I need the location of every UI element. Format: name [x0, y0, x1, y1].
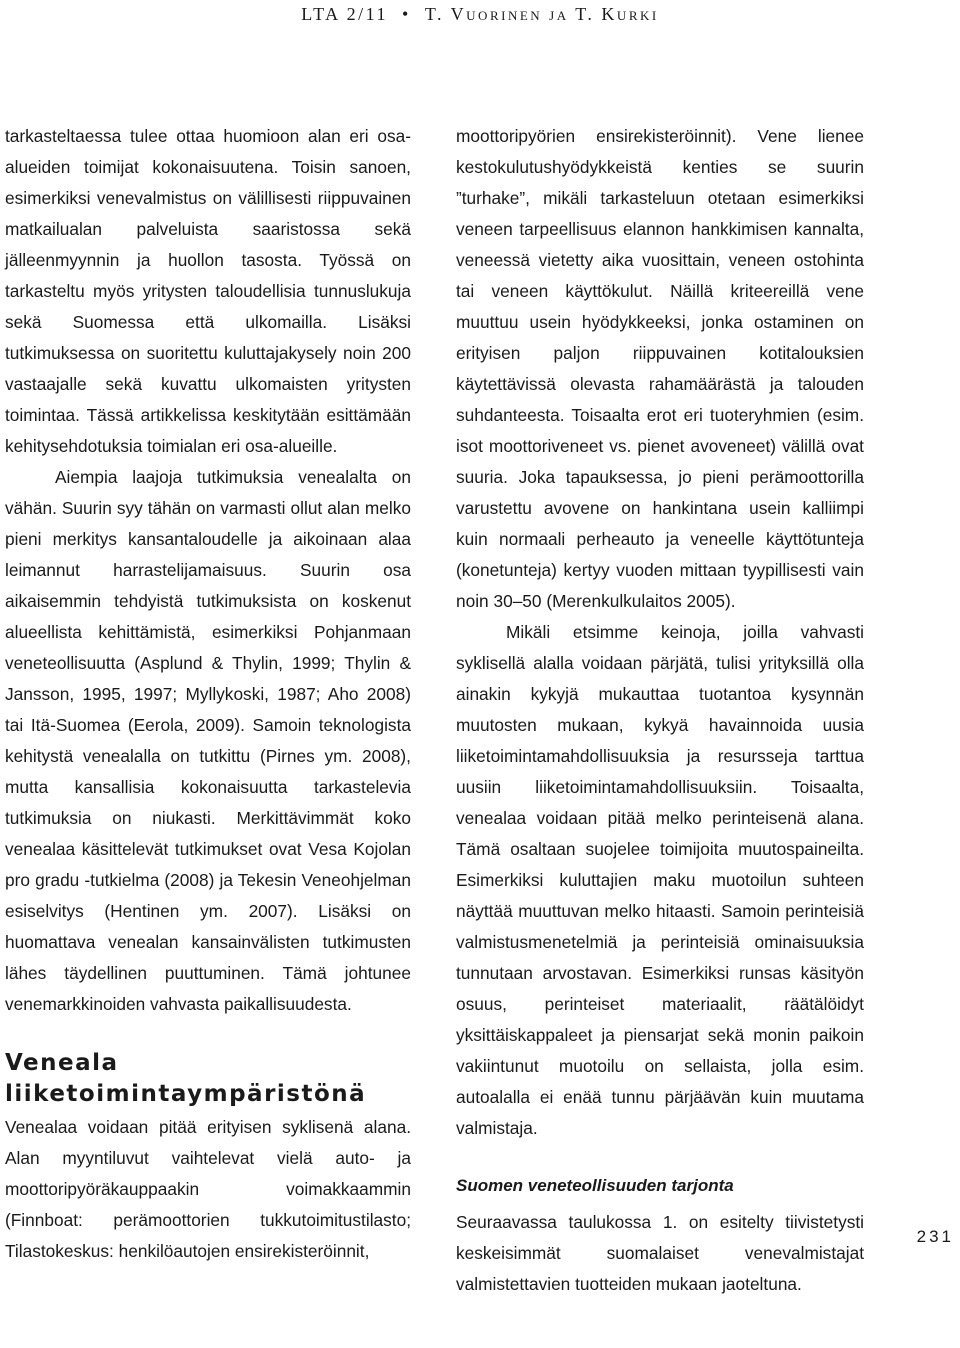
- body-paragraph: Aiempia laajoja tutkimuksia venealalta on vähän. Suurin syy tähän on varmasti ollut alan melko pieni merkitys kansantaloudelle ja aikoinaan alaa leimannut harrastelijamaisuus. Suurin osa aikaisemmin tehdyistä tutkimuksista on koskenut alueellista kehittämistä, esimerkiksi Pohjanmaan veneteollisuutta (Asplund & Thylin, 1999; Thylin & Jansson, 1995, 1997; Myllykoski, 1987; Aho 2008) tai Itä-Suomea (Eerola, 2009). Samoin teknologista kehitystä venealalla on tutkittu (Pirnes ym. 2008), mutta kansallisia kokonaisuutta tarkastelevia tutkimuksia on niukasti. Merkittävimmät koko venealaa käsittelevät tutkimukset ovat Vesa Kojolan pro gradu -tutkielma (2008) ja Tekesin Veneohjelman esiselvitys (Hentinen ym. 2007). Lisäksi on huomattava venealan kansainvälisten tutkimusten lähes täydellinen puuttuminen. Tämä johtunee venemarkkinoiden vahvasta paikallisuudesta.: [5, 467, 411, 1014]
- subsection-heading: Suomen veneteollisuuden tarjonta: [456, 1176, 734, 1195]
- body-paragraph: Mikäli etsimme keinoja, joilla vahvasti syklisellä alalla voidaan pärjätä, tulisi yrityksillä olla ainakin kykyjä mukauttaa tuotantoa kysynnän muutosten mukaan, kykyä havainnoida uusia liiketoimintamahdollisuuksia ja resursseja tarttua uusiin liiketoimintamahdollisuuksiin. Toisaalta, venealaa voidaan pitää melko perinteisenä alana. Tämä osaltaan suojelee toimijoita muutospaineilta. Esimerkiksi kuluttajien maku muotoilun suhteen näyttää muuttuvan melko hitaasti. Samoin perinteisiä valmistusmenetelmiä ja perinteisiä ominaisuuksia tunnutaan arvostavan. Esimerkiksi runsas käsityön osuus, perinteiset materiaalit, räätälöidyt yksittäiskappaleet ja piensarjat sekä monin paikoin vakiintunut muotoilu on sellaista, jolla esim. autoalalla ei enää tunnu pärjäävän kuin muutama valmistaja.: [456, 622, 864, 1138]
- journal-issue: LTA 2/11: [301, 4, 389, 24]
- body-paragraph: moottoripyörien ensirekisteröinnit). Vene lienee kestokulutushyödykkeistä kenties se suurin ”turhake”, mikäli tarkasteluun otetaan esimerkiksi veneen tarpeellisuus elannon hankkimisen kannalta, veneessä vietetty aika vuosittain, veneen ostohinta tai veneen käyttökulut. Näillä kriteereillä vene muuttuu usein hyödykkeeksi, jonka ostaminen on erityisen paljon riippuvainen kotitalouksien käytettävissä olevasta rahamäärästä ja talouden suhdanteesta. Toisaalta erot eri tuoteryhmien (esim. isot moottoriveneet vs. pienet avoveneet) välillä ovat suuria. Joka tapauksessa, jo pieni perämoottorilla varustettu avovene on hankintana usein kalliimpi kuin normaali perheauto ja veneelle käyttötunteja (konetunteja) kertyy vuoden mittaan tyypillisesti vain noin 30–50 (Merenkulkulaitos 2005).: [456, 126, 864, 611]
- body-paragraph: Seuraavassa taulukossa 1. on esitelty tiivistetysti keskeisimmät suomalaiset venevalmistajat valmistettavien tuotteiden mukaan jaoteltuna.: [456, 1212, 864, 1294]
- body-paragraph: Venealaa voidaan pitää erityisen syklisenä alana. Alan myyntiluvut vaihtelevat vielä auto- ja moottoripyöräkauppaakin voimakkaammin (Finnboat: perämoottorien tukkutoimitustilasto; Tilastokeskus: henkilöautojen ensirekisteröinnit,: [5, 1117, 411, 1261]
- left-column: [5, 121, 411, 1267]
- page-number: 231: [916, 1227, 954, 1246]
- section-heading: Veneala liiketoimintaympäristönä: [5, 1050, 367, 1107]
- right-column: [456, 121, 864, 1300]
- article-authors: T. Vuorinen ja T. Kurki: [424, 4, 659, 24]
- header-bullet: •: [402, 4, 411, 24]
- body-paragraph: tarkasteltaessa tulee ottaa huomioon alan eri osa-alueiden toimijat kokonaisuutena. Toisin sanoen, esimerkiksi venevalmistus on välillisesti riippuvainen matkailualan palveluista saaristossa sekä jälleenmyynnin ja huollon tasosta. Työssä on tarkasteltu myös yritysten taloudellisia tunnuslukuja sekä Suomessa että ulkomailla. Lisäksi tutkimuksessa on suoritettu kuluttajakysely noin 200 vastaajalle sekä kuvattu ulkomaisten yritysten toimintaa. Tässä artikkelissa keskitytään esittämään kehitysehdotuksia toimialan eri osa-alueille.: [5, 126, 411, 456]
- running-head: [0, 4, 960, 25]
